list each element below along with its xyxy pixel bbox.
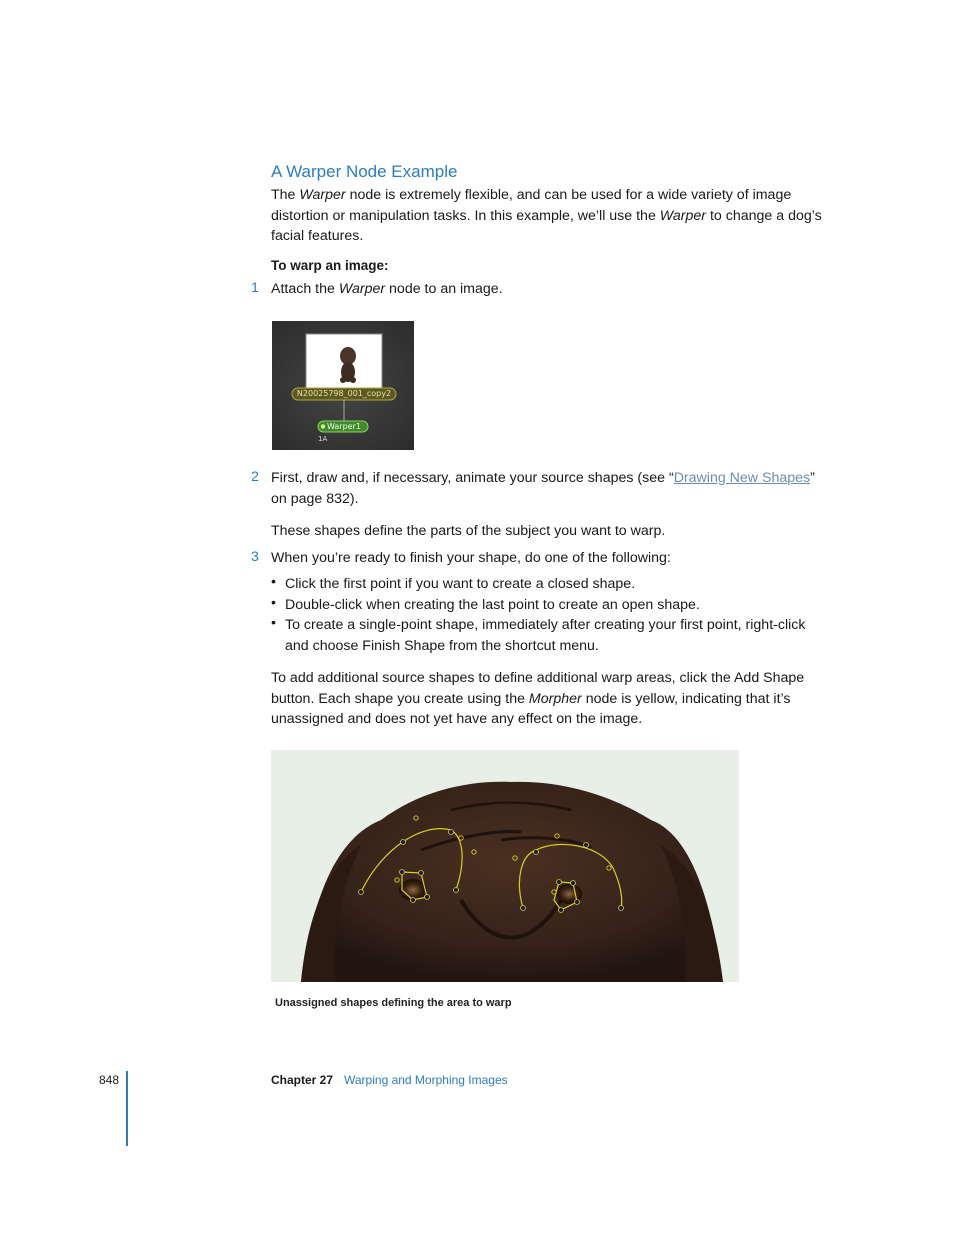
control-point[interactable] — [619, 906, 624, 911]
control-point[interactable] — [425, 895, 430, 900]
para2-pre: To add additional source shapes to define additional warp areas, click the Add Shape button. Each shape you create using the — [271, 670, 805, 707]
para2-post: node is yellow, indicating that it’s unassigned and does not yet have any effect on the image. — [271, 690, 791, 727]
step-2-pre: First, draw and, if necessary, animate your source shapes (see “ — [271, 470, 674, 486]
step-1-italic: Warper — [338, 281, 386, 297]
node-sub-label: 1A — [318, 435, 328, 443]
warper-node-label: Warper1 — [327, 422, 361, 431]
page-number: 848 — [99, 1073, 120, 1087]
control-point[interactable] — [534, 850, 539, 855]
step-1-pre: Attach the — [271, 281, 339, 297]
control-point[interactable] — [584, 843, 589, 848]
control-point[interactable] — [401, 840, 406, 845]
procedure-label: To warp an image: — [271, 258, 389, 273]
intro-text-2: node is extremely flexible, and can be used for a wide variety of image distortion or manipulation tasks. In this example, we’ll use the — [271, 187, 792, 224]
step-number-2: 2 — [251, 469, 259, 485]
step-3-text: When you’re ready to finish your shape, do one of the following: — [271, 550, 671, 566]
control-point[interactable] — [557, 880, 562, 885]
footer-chapter-title[interactable]: Warping and Morphing Images — [344, 1073, 508, 1087]
intro-text-3: to change a dog’s facial features. — [271, 207, 822, 244]
para2-italic: Morpher — [528, 690, 582, 707]
dog-warp-svg — [271, 750, 739, 982]
control-point[interactable] — [521, 906, 526, 911]
step-number-3: 3 — [251, 549, 259, 565]
control-point[interactable] — [571, 881, 576, 886]
control-point[interactable] — [419, 871, 424, 876]
footer-divider — [126, 1071, 128, 1146]
image-node-label: N20025798_001_copy2 — [296, 389, 392, 398]
node-status-icon — [321, 424, 325, 428]
drawing-new-shapes-link[interactable]: Drawing New Shapes — [673, 470, 811, 486]
intro-italic-1: Warper — [299, 187, 346, 203]
section-heading: A Warper Node Example — [271, 162, 458, 181]
bullet-marker: • — [271, 615, 276, 631]
control-point[interactable] — [400, 870, 405, 875]
intro-italic-2: Warper — [659, 207, 707, 224]
bullet-item: Double-click when creating the last point to create an open shape. — [285, 597, 700, 613]
bullet-marker: • — [271, 574, 276, 590]
node-graph-figure — [272, 321, 414, 450]
control-point[interactable] — [454, 888, 459, 893]
intro-text-1: The — [271, 187, 300, 203]
add-shapes-paragraph — [271, 668, 831, 730]
bullet-item: Click the first point if you want to create a closed shape. — [285, 576, 636, 592]
step-1-post: node to an image. — [385, 281, 503, 297]
bullet-item: To create a single-point shape, immediately after creating your first point, right-click and choose Finish Shape from the shortcut menu. — [285, 617, 806, 654]
step-1-text — [271, 279, 831, 300]
step-2-note: These shapes define the parts of the subject you want to warp. — [271, 523, 666, 539]
intro-paragraph — [271, 185, 831, 247]
control-point[interactable] — [411, 898, 416, 903]
step-number-1: 1 — [251, 280, 259, 296]
step-2-text — [271, 468, 831, 509]
control-point[interactable] — [449, 830, 454, 835]
figure-caption: Unassigned shapes defining the area to warp — [275, 997, 512, 1009]
bullet-marker: • — [271, 595, 276, 611]
control-point[interactable] — [359, 890, 364, 895]
footer-chapter: Chapter 27 — [271, 1073, 334, 1087]
step-2-post: ” on page 832). — [271, 470, 815, 507]
dog-warp-figure — [271, 750, 739, 982]
control-point[interactable] — [559, 908, 564, 913]
control-point[interactable] — [575, 900, 580, 905]
